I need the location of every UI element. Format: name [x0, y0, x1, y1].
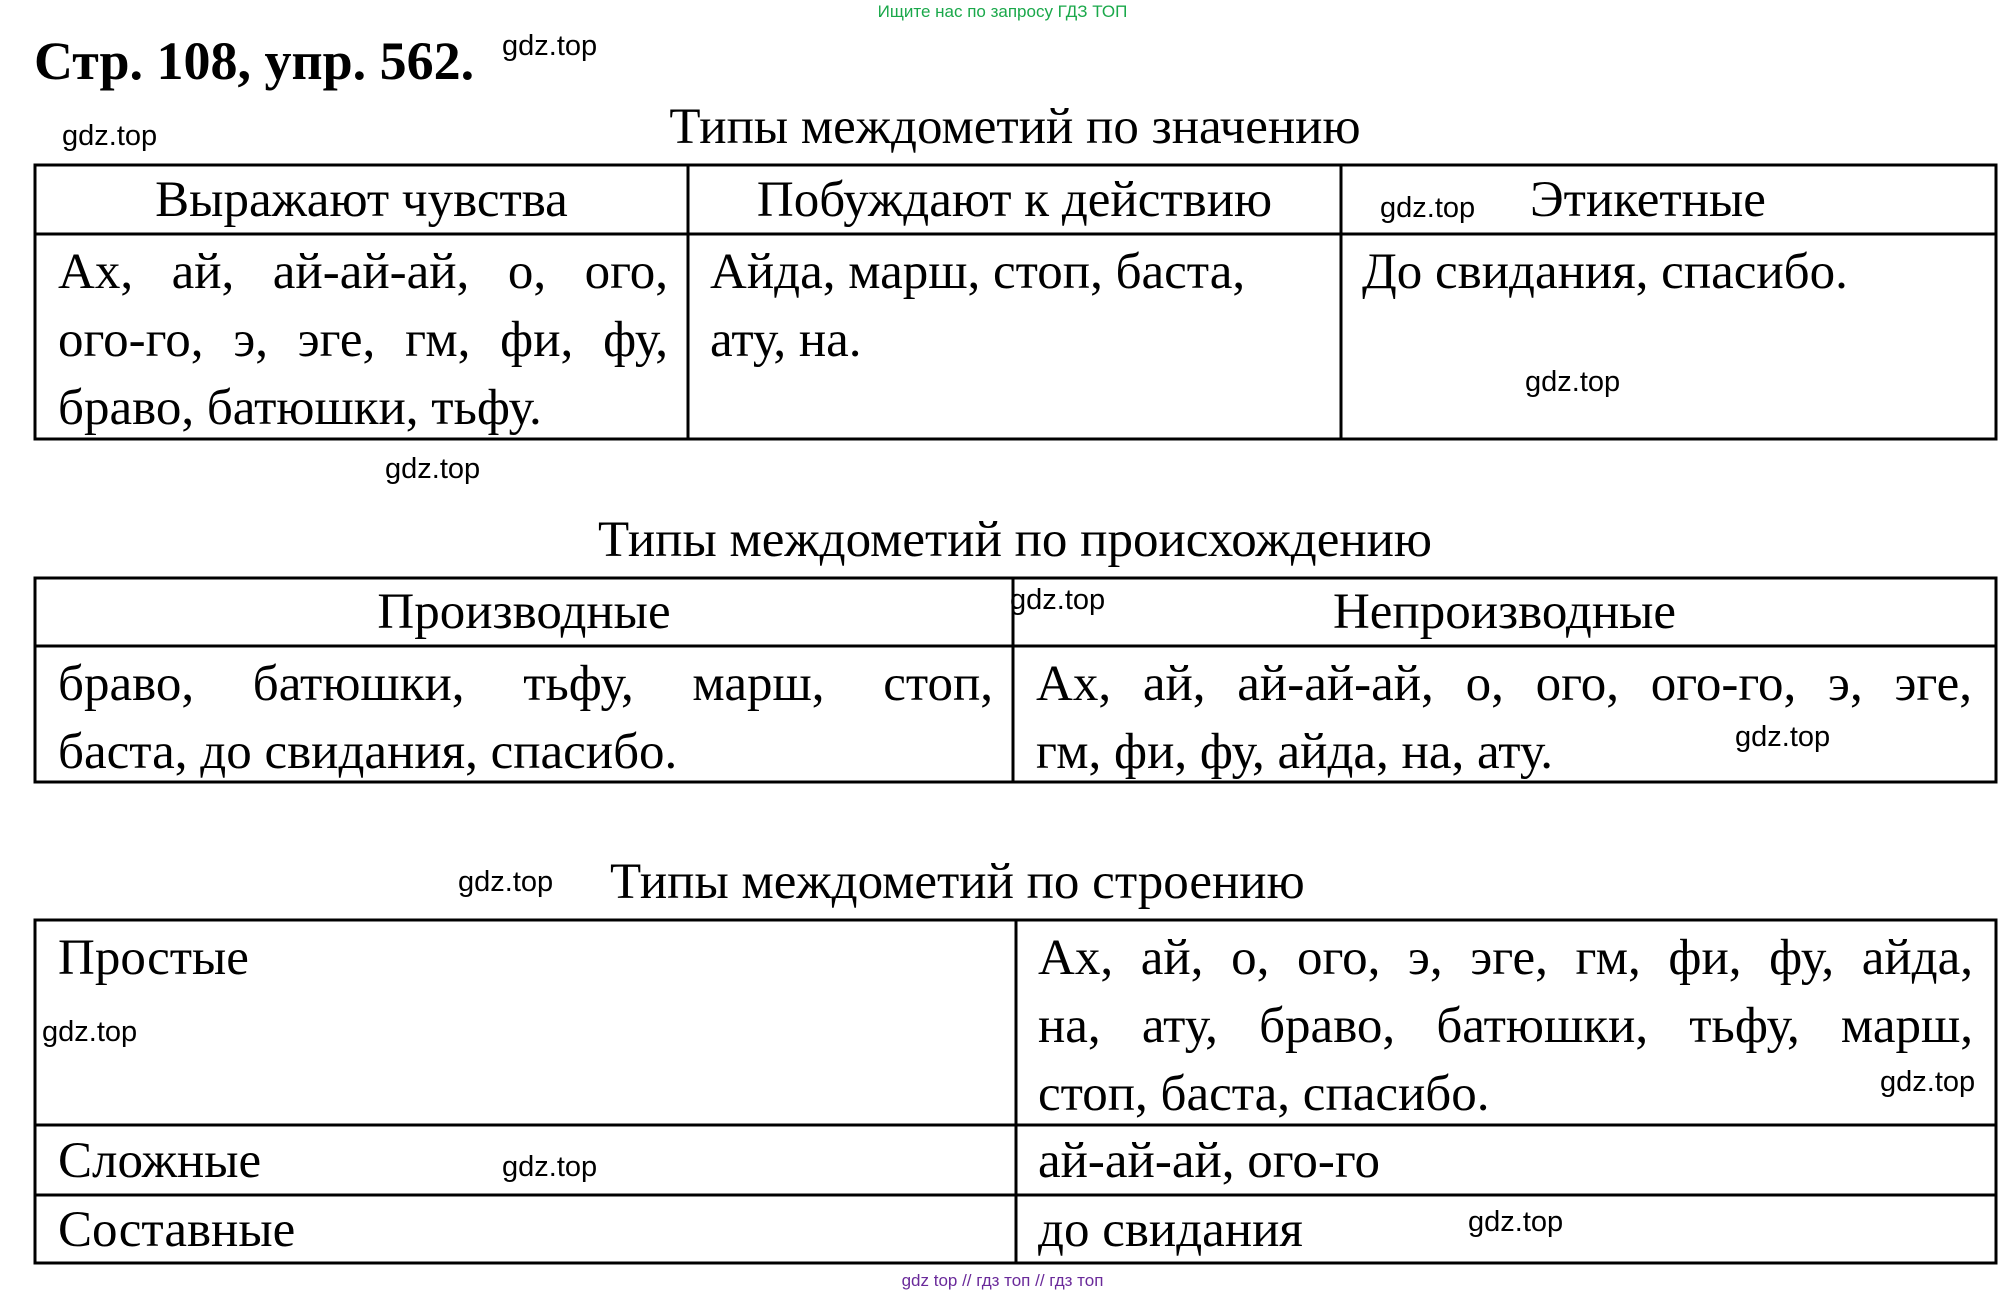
table-caption-meaning: Типы междометий по значению [669, 99, 1361, 155]
cell-line: ого-го, э, эге, гм, фи, фу, [58, 312, 668, 368]
table-cell [58, 650, 993, 786]
table-caption-origin: Типы междометий по происхождению [597, 512, 1433, 568]
watermark: gdz.top [385, 453, 481, 485]
table-cell [1036, 650, 1972, 786]
cell-line: на, ату, браво, батюшки, тьфу, марш, [1038, 998, 1973, 1054]
table-cell [1038, 924, 1976, 1128]
watermark: gdz.top [1735, 721, 1831, 753]
table-cell: ай-ай-ай, ого-го [1038, 1133, 1381, 1189]
watermark: gdz.top [1525, 366, 1621, 398]
table-header-cell: Побуждают к действию [756, 172, 1273, 228]
table-header-cell: Производные [377, 584, 671, 640]
cell-line: До свидания, спасибо. [1362, 244, 1848, 300]
watermark: gdz.top [458, 866, 554, 898]
cell-line: Айда, марш, стоп, баста, [710, 244, 1246, 300]
cell-line: Ах, ай, о, ого, э, эге, гм, фи, фу, айда, [1038, 930, 1973, 986]
row-label-complex: Сложные [58, 1133, 262, 1189]
top-banner: Ищите нас по запросу ГДЗ ТОП [877, 2, 1128, 21]
watermark: gdz.top [502, 30, 598, 62]
cell-line: Ах, ай, ай-ай-ай, о, ого, ого-го, э, эге, [1036, 656, 1972, 712]
table-header-cell: Непроизводные [1332, 584, 1677, 640]
cell-line: стоп, баста, спасибо. [1038, 1066, 1490, 1122]
watermark: gdz.top [1010, 584, 1106, 616]
table-cell [710, 238, 1245, 374]
table-header-cell: Выражают чувства [155, 172, 568, 228]
bottom-links[interactable]: gdz top // гдз топ // гдз топ [901, 1271, 1104, 1290]
row-label-simple: Простые [58, 930, 249, 986]
table-cell [1362, 238, 1848, 306]
cell-line: браво, батюшки, тьфу. [58, 380, 542, 436]
cell-line: ату, на. [710, 312, 862, 368]
watermark: gdz.top [1880, 1066, 1976, 1098]
cell-line: гм, фи, фу, айда, на, ату. [1036, 724, 1554, 780]
cell-line: браво, батюшки, тьфу, марш, стоп, [58, 656, 993, 712]
table-cell [58, 238, 668, 442]
page-title: Стр. 108, упр. 562. [34, 31, 475, 91]
watermark: gdz.top [1380, 192, 1476, 224]
table-cell: до свидания [1038, 1202, 1303, 1258]
row-label-compound: Составные [58, 1202, 296, 1258]
watermark: gdz.top [1468, 1206, 1564, 1238]
watermark: gdz.top [42, 1016, 138, 1048]
watermark: gdz.top [502, 1151, 598, 1183]
cell-line: Ах, ай, ай-ай-ай, о, ого, [58, 244, 668, 300]
cell-line: баста, до свидания, спасибо. [58, 724, 678, 780]
table-header-cell: Этикетные [1530, 172, 1766, 228]
table-caption-structure: Типы междометий по строению [610, 854, 1305, 910]
watermark: gdz.top [62, 120, 158, 152]
